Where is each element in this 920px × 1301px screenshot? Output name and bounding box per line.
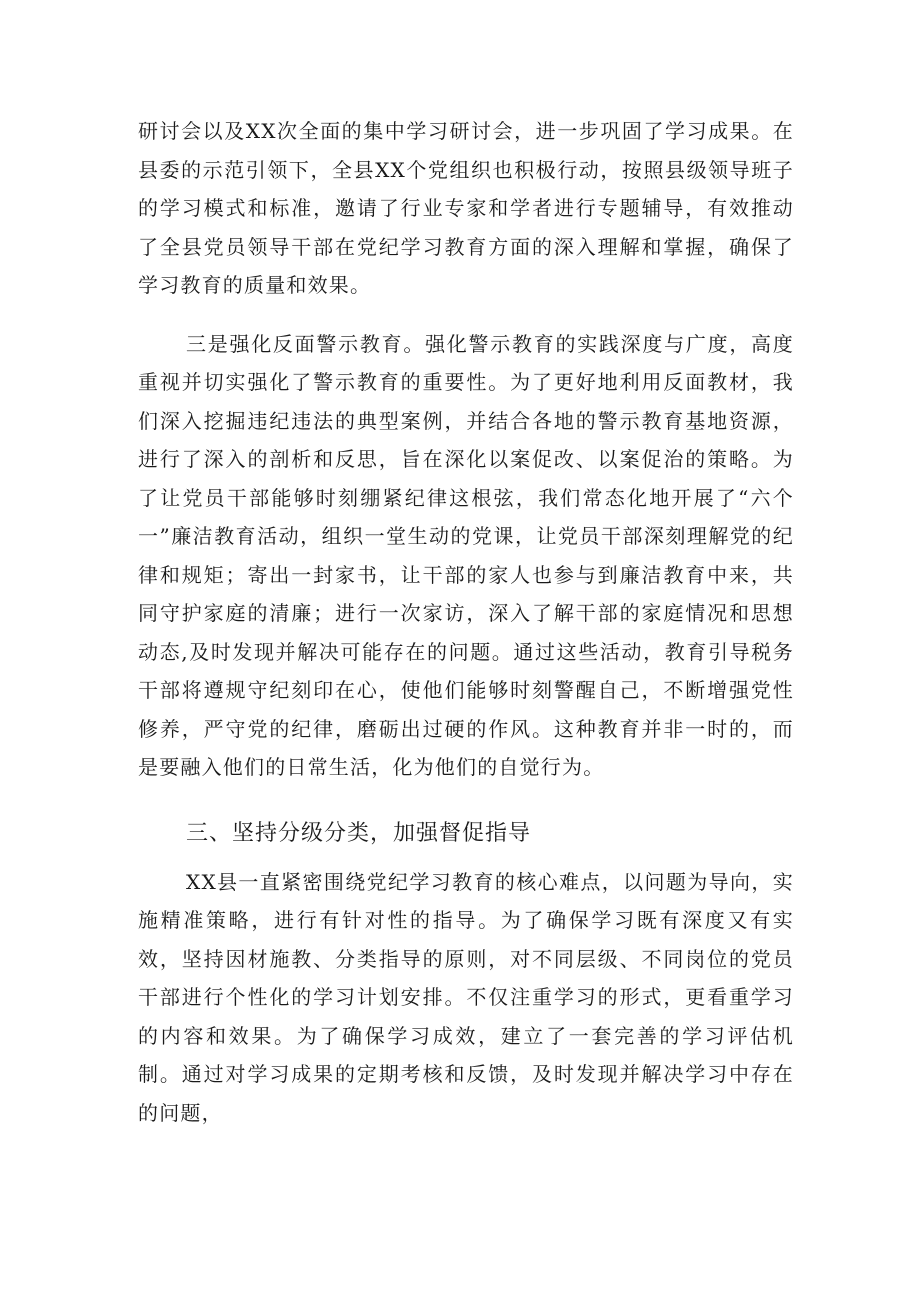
- paragraph-warning-education: 三是强化反面警示教育。强化警示教育的实践深度与广度，高度重视并切实强化了警示教育的重要性。为了更好地利用反面教材，我们深入挖掘违纪违法的典型案例，并结合各地的警示教育基地资源，进行了深入的剖析和反思，旨在深化以案促改、以案促治的策略。为了让党员干部能够时刻绷紧纪律这根弦，我们常态化地开展了“六个一”廉洁教育活动，组织一堂生动的党课，让党员干部深刻理解党的纪律和规矩；寄出一封家书，让干部的家人也参与到廉洁教育中来，共同守护家庭的清廉；进行一次家访，深入了解干部的家庭情况和思想动态,及时发现并解决可能存在的问题。通过这些活动，教育引导税务干部将遵规守纪刻印在心，使他们能够时刻警醒自己，不断增强党性修养，严守党的纪律，磨砺出过硬的作风。这种教育并非一时的，而是要融入他们的日常生活，化为他们的自觉行为。: [138, 331, 794, 779]
- document-body: [138, 112, 794, 1132]
- paragraph-classified-guidance: XX县一直紧密围绕党纪学习教育的核心难点，以问题为导向，实施精准策略，进行有针对性的指导。为了确保学习既有深度又有实效，坚持因材施教、分类指导的原则，对不同层级、不同岗位的党员干部进行个性化的学习计划安排。不仅注重学习的形式，更看重学习的内容和效果。为了确保学习成效，建立了一套完善的学习评估机制。通过对学习成果的定期考核和反馈，及时发现并解决学习中存在的问题，: [138, 869, 794, 1125]
- paragraph-study-results: 研讨会以及XX次全面的集中学习研讨会，进一步巩固了学习成果。在县委的示范引领下，全县XX个党组织也积极行动，按照县级领导班子的学习模式和标准，邀请了行业专家和学者进行专题辅导，有效推动了全县党员领导干部在党纪学习教育方面的深入理解和掌握，确保了学习教育的质量和效果。: [138, 119, 794, 297]
- section-heading: 三、坚持分级分类，加强督促指导: [186, 820, 532, 846]
